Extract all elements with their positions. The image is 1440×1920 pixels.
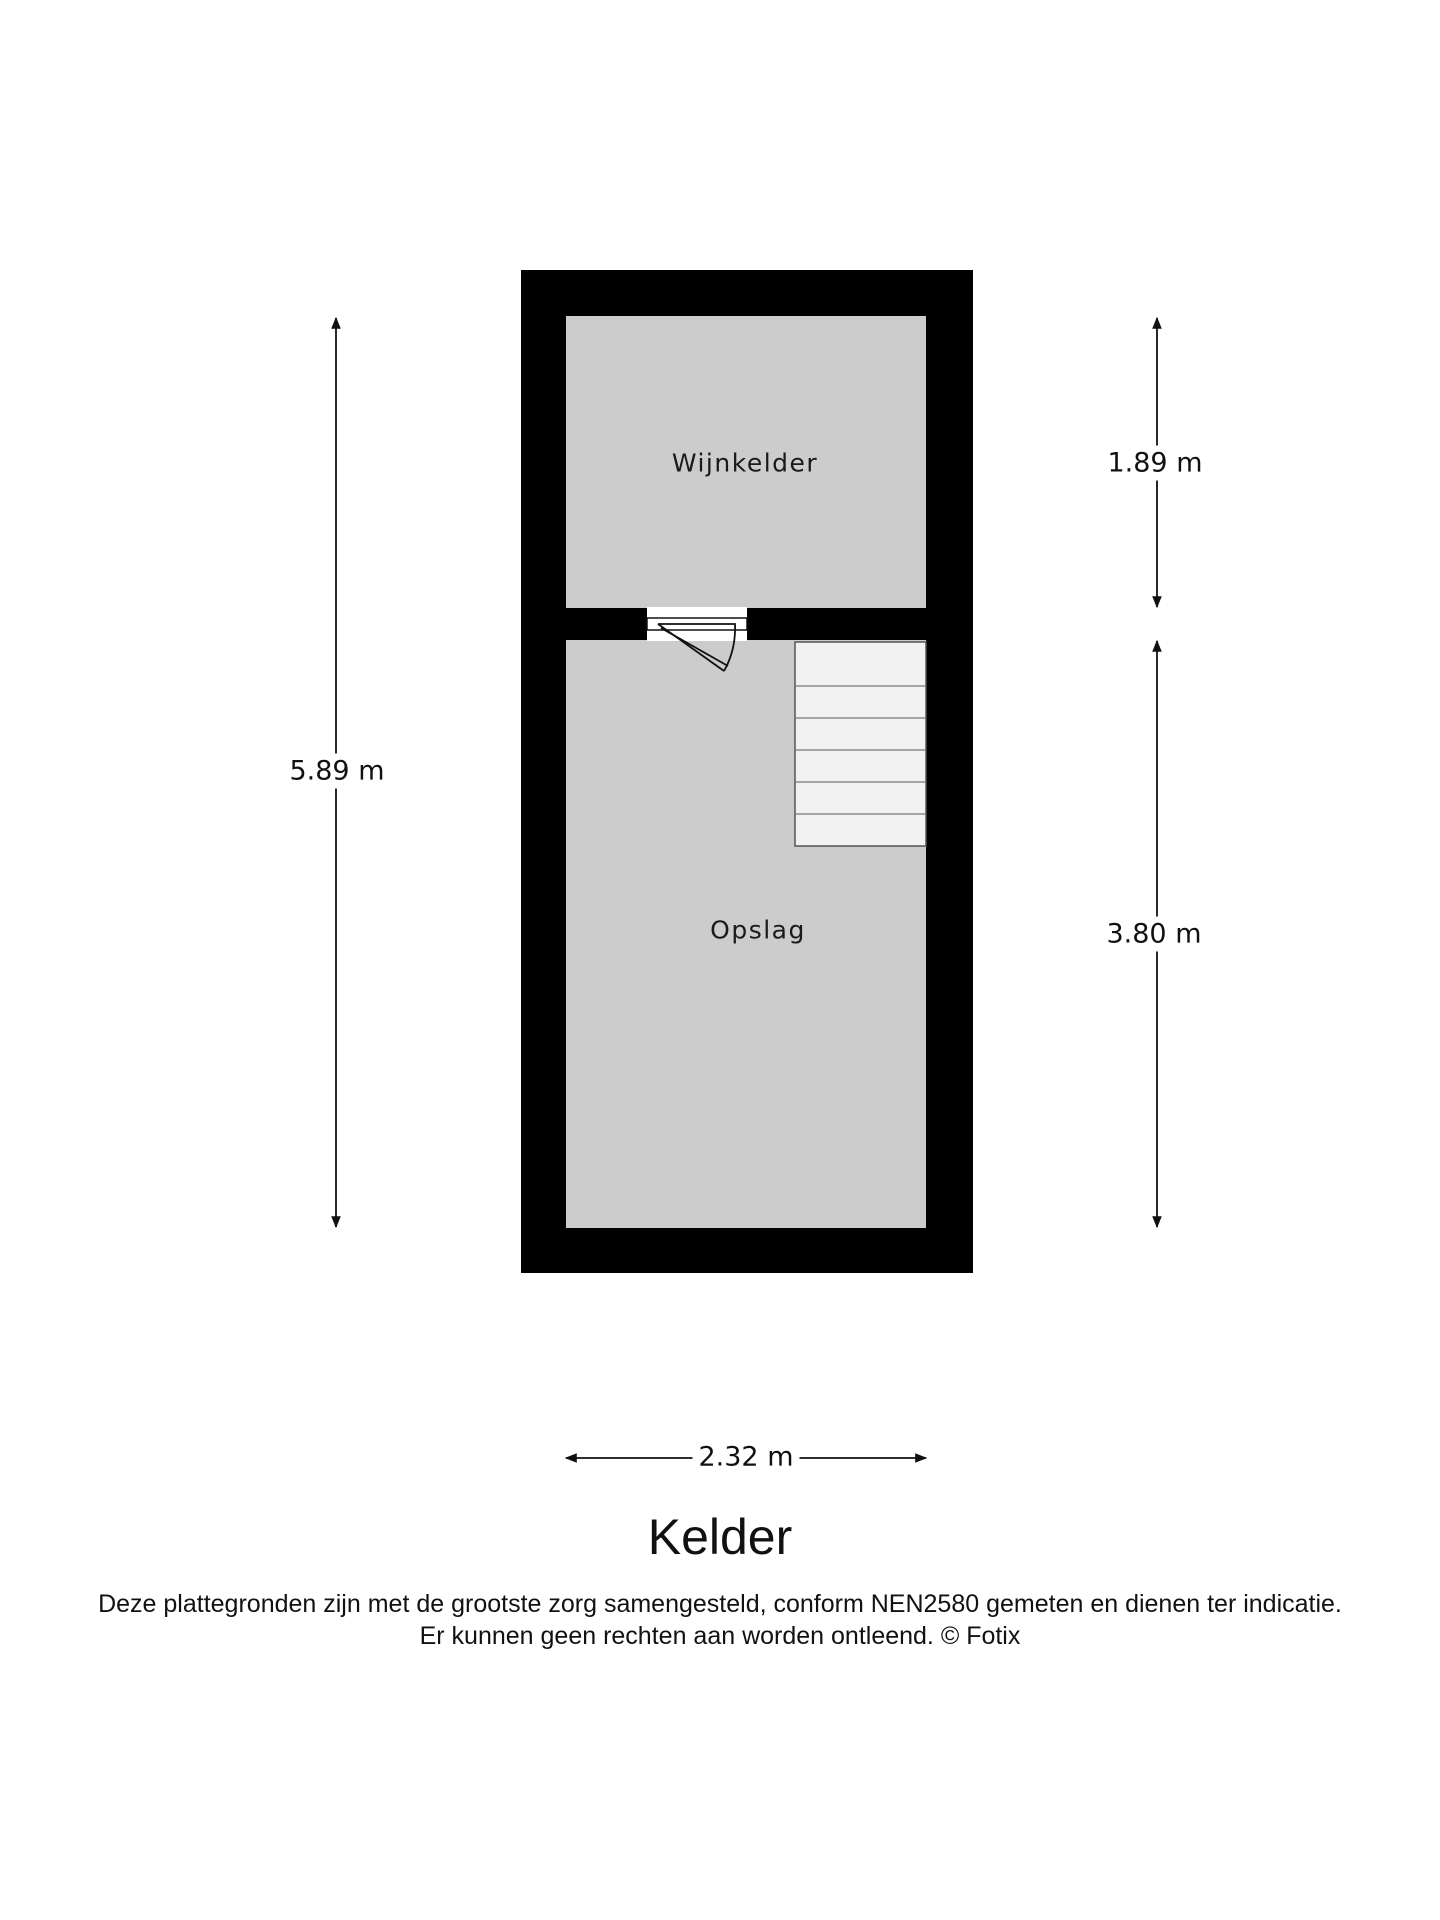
dimension-label-upper-depth: 1.89 m xyxy=(1101,446,1208,481)
disclaimer-line-2: Er kunnen geen rechten aan worden ontleend. © Fotix xyxy=(419,1622,1021,1650)
stairs xyxy=(795,642,926,846)
dimension-label-width: 2.32 m xyxy=(692,1440,799,1475)
dimension-label-lower-depth: 3.80 m xyxy=(1100,917,1207,952)
plan-title: Kelder xyxy=(647,1509,793,1565)
room-label-wijnkelder: Wijnkelder xyxy=(671,448,819,478)
disclaimer-line-1: Deze plattegronden zijn met de grootste zorg samengesteld, conform NEN2580 gemeten en dienen ter indicatie. xyxy=(98,1590,1342,1618)
dimension-label-total-depth: 5.89 m xyxy=(283,754,390,789)
room-label-opslag: Opslag xyxy=(710,915,806,945)
